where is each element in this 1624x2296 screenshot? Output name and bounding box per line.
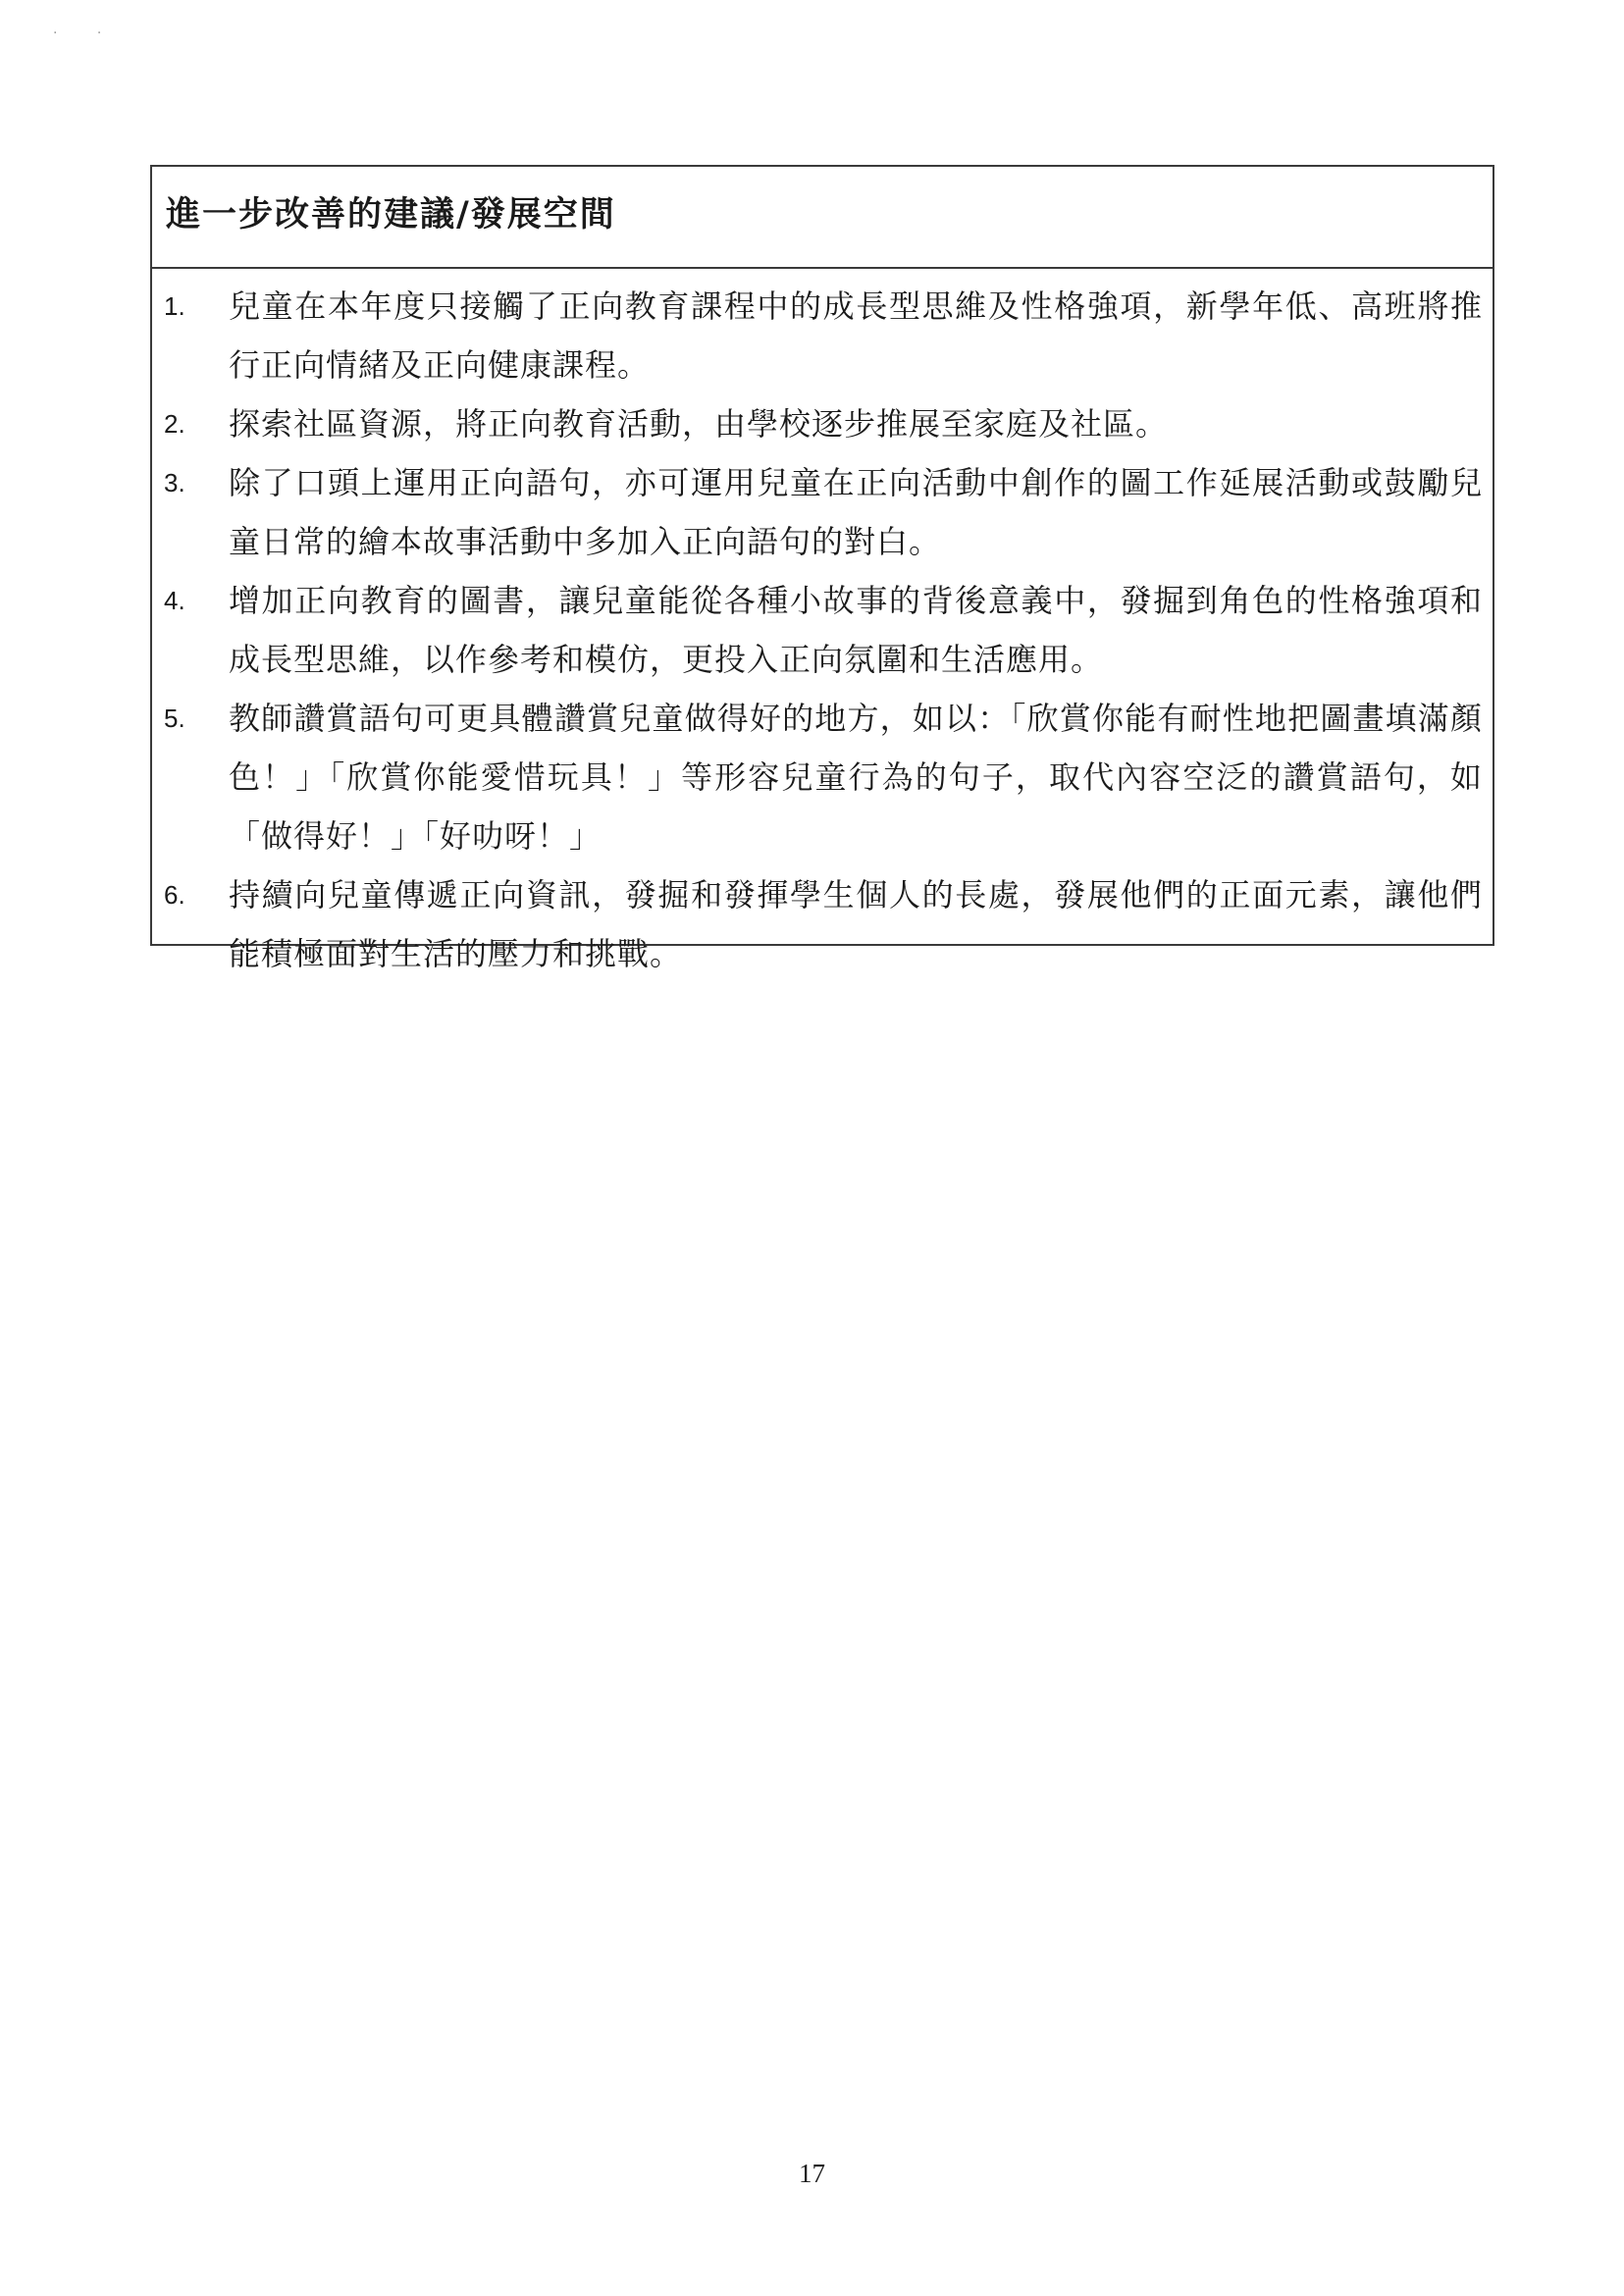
item-text: 教師讚賞語句可更具體讚賞兒童做得好的地方，如以：「欣賞你能有耐性地把圖畫填滿顏色！」「欣賞你能愛惜玩具！」等形容兒童行為的句子，取代內容空泛的讚賞語句，如「做得好！」「好叻呀！」 [229, 700, 1483, 855]
item-text: 持續向兒童傳遞正向資訊，發掘和發揮學生個人的長處，發展他們的正面元素，讓他們能積極面對生活的壓力和挑戰。 [229, 876, 1483, 972]
scan-artifact: · · [53, 26, 120, 41]
suggestions-box [150, 165, 1494, 972]
item-number: 4. [164, 586, 185, 615]
item-text: 除了口頭上運用正向語句，亦可運用兒童在正向活動中創作的圖工作延展活動或鼓勵兒童日常的繪本故事活動中多加入正向語句的對白。 [229, 464, 1483, 560]
section-title: 進一步改善的建議/發展空間 [166, 194, 616, 235]
suggestions-list [152, 269, 1493, 983]
item-text: 兒童在本年度只接觸了正向教育課程中的成長型思維及性格強項，新學年低、高班將推行正向情緒及正向健康課程。 [229, 287, 1483, 384]
item-number: 2. [164, 409, 185, 439]
page-number: 17 [799, 2159, 825, 2188]
list-item [152, 571, 1493, 689]
list-item [152, 394, 1493, 453]
list-item [152, 865, 1493, 983]
item-number: 6. [164, 880, 185, 910]
list-item [152, 689, 1493, 865]
item-text: 探索社區資源，將正向教育活動，由學校逐步推展至家庭及社區。 [229, 405, 1169, 443]
list-item [152, 453, 1493, 571]
suggestions-header [152, 167, 1493, 269]
item-number: 1. [164, 291, 185, 321]
list-item [152, 277, 1493, 394]
item-number: 3. [164, 468, 185, 497]
item-text: 增加正向教育的圖書，讓兒童能從各種小故事的背後意義中，發掘到角色的性格強項和成長型思維，以作參考和模仿，更投入正向氛圍和生活應用。 [229, 582, 1483, 678]
item-number: 5. [164, 704, 185, 733]
